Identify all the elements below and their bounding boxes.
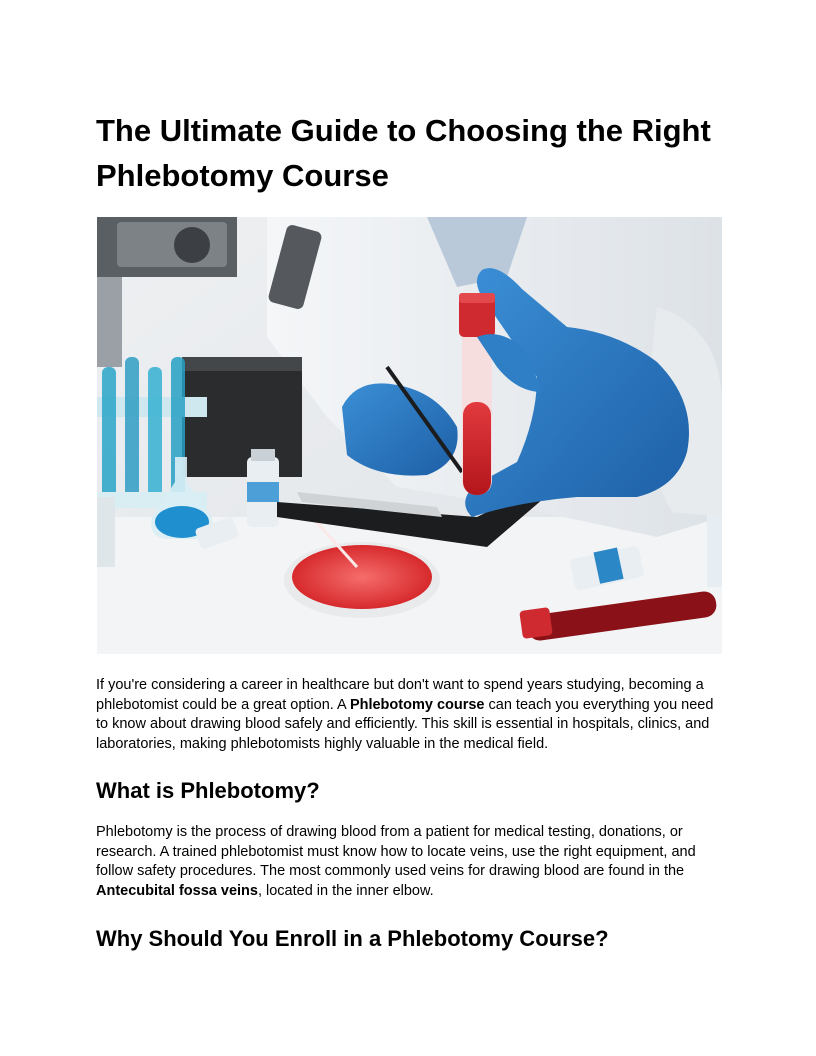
intro-paragraph (96, 676, 726, 755)
intro-text-2: can teach you everything you need to know about drawing blood safely and efficiently. This skill is essential in hospitals, clinics, and laboratories, making phlebotomists highly valuable in the medical field. (96, 696, 714, 753)
intro-bold-text: Phlebotomy course (349, 696, 485, 713)
definition-text-2: , located in the inner elbow. (257, 883, 434, 900)
page-title: The Ultimate Guide to Choosing the Right Phlebotomy Course (96, 113, 711, 193)
definition-text-1: Phlebotomy is the process of drawing blood from a patient for medical testing, donations, or research. A trained phlebotomist must know how to locate veins, use the right equipment, and follow safety procedures. The most commonly used veins for drawing blood are found in the (96, 824, 696, 880)
section-heading-what-is-phlebotomy: What is Phlebotomy? (96, 778, 320, 803)
phlebotomy-definition-paragraph (96, 823, 726, 902)
hero-image (97, 217, 722, 654)
definition-bold-text: Antecubital fossa veins (96, 883, 258, 900)
section-heading-why-enroll: Why Should You Enroll in a Phlebotomy Course? (96, 926, 609, 951)
intro-text-1: If you're considering a career in healthcare but don't want to spend years studying, becoming a phlebotomist could be a great option. A (96, 677, 704, 713)
